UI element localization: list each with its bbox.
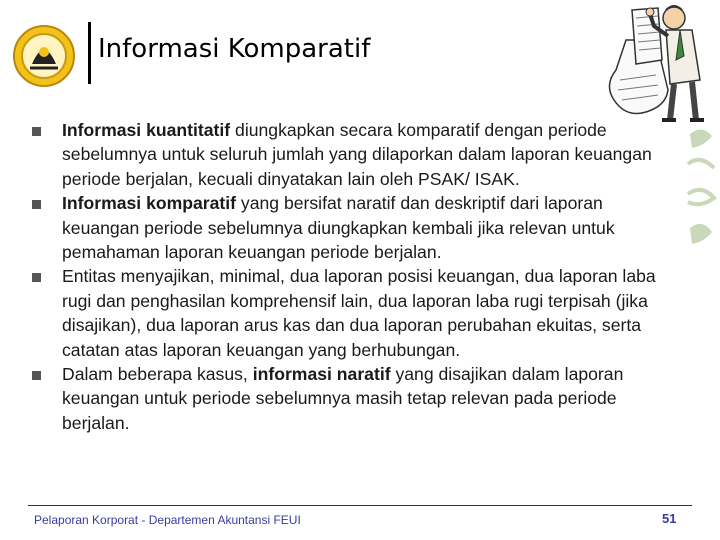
bullet-prefix-text: Dalam beberapa kasus, (62, 364, 253, 385)
footer-divider (28, 505, 692, 506)
bullet-item (24, 264, 684, 362)
square-bullet-icon (32, 127, 41, 136)
bullet-item (24, 362, 684, 435)
side-pattern-decoration (682, 124, 720, 264)
bullet-text: diungkapkan secara komparatif dengan periode sebelumnya untuk seluruh jumlah yang dilaporkan dalam laporan keuangan periode berjalan, kecuali dinyatakan lain oleh PSAK/ ISAK. (62, 120, 652, 189)
bullet-text: yang disajikan dalam laporan keuangan untuk periode sebelumnya masih tetap relevan pada periode berjalan. (62, 364, 624, 433)
bullet-bold-text: informasi naratif (252, 364, 391, 385)
title-divider (88, 22, 91, 84)
bullet-list (24, 118, 684, 435)
square-bullet-icon (32, 200, 41, 209)
bullet-item (24, 118, 684, 191)
bullet-item (24, 191, 684, 264)
bullet-text: Entitas menyajikan, minimal, dua laporan posisi keuangan, dua laporan laba rugi dan penghasilan komprehensif lain, dua laporan laba rugi terpisah (jika disajikan), dua laporan arus kas dan dua laporan perubahan ekuitas, serta catatan atas laporan keuangan yang berhubungan. (62, 266, 656, 360)
bullet-bold-text: Informasi komparatif (62, 193, 237, 214)
page-title: Informasi Komparatif (98, 34, 371, 64)
page-number: 51 (662, 511, 677, 526)
bullet-text: yang bersifat naratif dan deskriptif dari laporan keuangan periode sebelumnya diungkapkan kembali jika relevan untuk pemahaman laporan keuangan periode berjalan. (62, 193, 615, 263)
man-reading-long-scroll-icon (596, 0, 720, 125)
square-bullet-icon (32, 273, 41, 282)
footer-text: Pelaporan Korporat - Departemen Akuntansi FEUI (34, 513, 301, 527)
square-bullet-icon (32, 371, 41, 380)
university-seal-icon (12, 24, 76, 88)
bullet-bold-text: Informasi kuantitatif (62, 120, 231, 140)
